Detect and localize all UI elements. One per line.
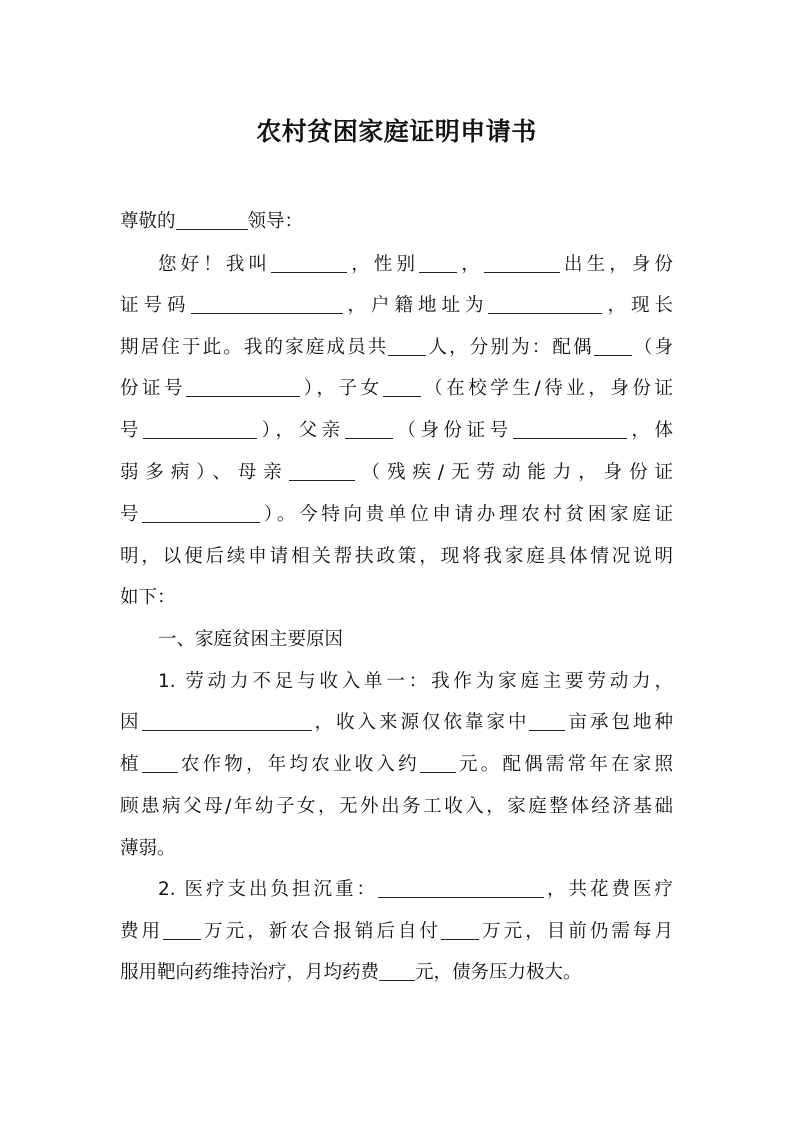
- text: 尊敬的: [120, 211, 176, 232]
- text: 亩承包地种: [565, 712, 673, 733]
- text: 号: [120, 504, 143, 525]
- text: 植: [120, 754, 142, 775]
- text: 份证号: [120, 378, 187, 399]
- text: 万元，新农合报销后自付: [201, 921, 442, 942]
- text: 因: [120, 712, 142, 733]
- paragraph-line: 顾患病父母/年幼子女，无外出务工收入，家庭整体经济基础: [120, 796, 673, 817]
- paragraph-line: 1. 劳动力不足与收入单一：我作为家庭主要劳动力，: [158, 671, 673, 692]
- paragraph-line: 薄弱。: [120, 838, 176, 859]
- paragraph-line: [120, 334, 673, 362]
- text: 农作物，年均农业收入约: [177, 754, 420, 775]
- text: ，收入来源仅依靠家中: [311, 712, 530, 733]
- text: ，共花费医疗: [544, 879, 673, 900]
- paragraph-line: [120, 709, 673, 737]
- text: 出生，身份: [559, 254, 673, 275]
- paragraph-line: [120, 918, 673, 946]
- text: 2. 医疗支出负担沉重：: [158, 879, 378, 900]
- member-count-blank[interactable]: [388, 335, 426, 356]
- paragraph-line: [158, 251, 673, 279]
- child-blank[interactable]: [383, 376, 421, 397]
- reason-blank[interactable]: [142, 710, 312, 731]
- text: 您好！我叫: [158, 254, 272, 275]
- illness-blank[interactable]: [378, 877, 544, 898]
- land-area-blank[interactable]: [529, 710, 565, 731]
- name-blank[interactable]: [271, 252, 347, 273]
- paragraph-line: [120, 501, 673, 529]
- text: 号: [120, 420, 144, 441]
- gender-blank[interactable]: [419, 252, 457, 273]
- text: 元，债务压力极大。: [415, 962, 582, 983]
- section-heading: 一、家庭贫困主要原因: [158, 629, 344, 650]
- text: 服用靶向药维持治疗，月均药费: [120, 962, 380, 983]
- text: （身: [631, 337, 673, 358]
- child-id-blank[interactable]: [143, 418, 257, 439]
- father-id-blank[interactable]: [513, 418, 627, 439]
- document-title: 农村贫困家庭证明申请书: [256, 117, 537, 146]
- text: 万元，目前仍需每月: [479, 921, 673, 942]
- crop-blank[interactable]: [142, 752, 178, 773]
- text: 弱多病）、母亲: [120, 462, 289, 483]
- medical-cost-blank[interactable]: [163, 919, 201, 940]
- paragraph-line: 明，以便后续申请相关帮扶政策，现将我家庭具体情况说明: [120, 546, 673, 567]
- text: （在校学生/待业，身份证: [420, 378, 673, 399]
- text: ）。今特向贵单位申请办理农村贫困家庭证: [260, 504, 673, 525]
- income-blank[interactable]: [420, 752, 456, 773]
- father-blank[interactable]: [345, 418, 393, 439]
- paragraph-line: [120, 459, 673, 487]
- id-blank[interactable]: [191, 293, 343, 314]
- text: 人，分别为：配偶: [426, 337, 594, 358]
- address-blank[interactable]: [488, 293, 602, 314]
- paragraph-line: [120, 375, 673, 403]
- text: ），父亲: [257, 420, 345, 441]
- paragraph-line: [120, 292, 673, 320]
- salutation: [120, 208, 673, 236]
- monthly-drug-cost-blank[interactable]: [379, 960, 415, 981]
- text: 证号码: [120, 295, 191, 316]
- spouse-id-blank[interactable]: [186, 376, 300, 397]
- text: 领导：: [247, 211, 304, 232]
- text: ，户籍地址为: [342, 295, 489, 316]
- text: ，: [457, 254, 484, 275]
- blank-field[interactable]: [176, 209, 248, 230]
- spouse-blank[interactable]: [594, 335, 632, 356]
- text: （残疾/无劳动能力，身份证: [354, 462, 673, 483]
- text: 期居住于此。我的家庭成员共: [120, 337, 389, 358]
- text: （身份证号: [392, 420, 513, 441]
- self-pay-blank[interactable]: [441, 919, 479, 940]
- birth-blank[interactable]: [484, 252, 560, 273]
- text: ，现长: [602, 295, 673, 316]
- paragraph-line: 如下：: [120, 587, 176, 608]
- paragraph-line: [120, 417, 673, 445]
- text: 费用: [120, 921, 164, 942]
- text: 元。配偶需常年在家照: [455, 754, 673, 775]
- text: ），子女: [300, 378, 383, 399]
- paragraph-line: [120, 751, 673, 779]
- paragraph-line: [120, 959, 673, 987]
- text: ，性别: [347, 254, 420, 275]
- text: ，体: [626, 420, 673, 441]
- paragraph-line: [158, 876, 673, 904]
- mother-blank[interactable]: [289, 460, 355, 481]
- mother-id-blank[interactable]: [142, 502, 260, 523]
